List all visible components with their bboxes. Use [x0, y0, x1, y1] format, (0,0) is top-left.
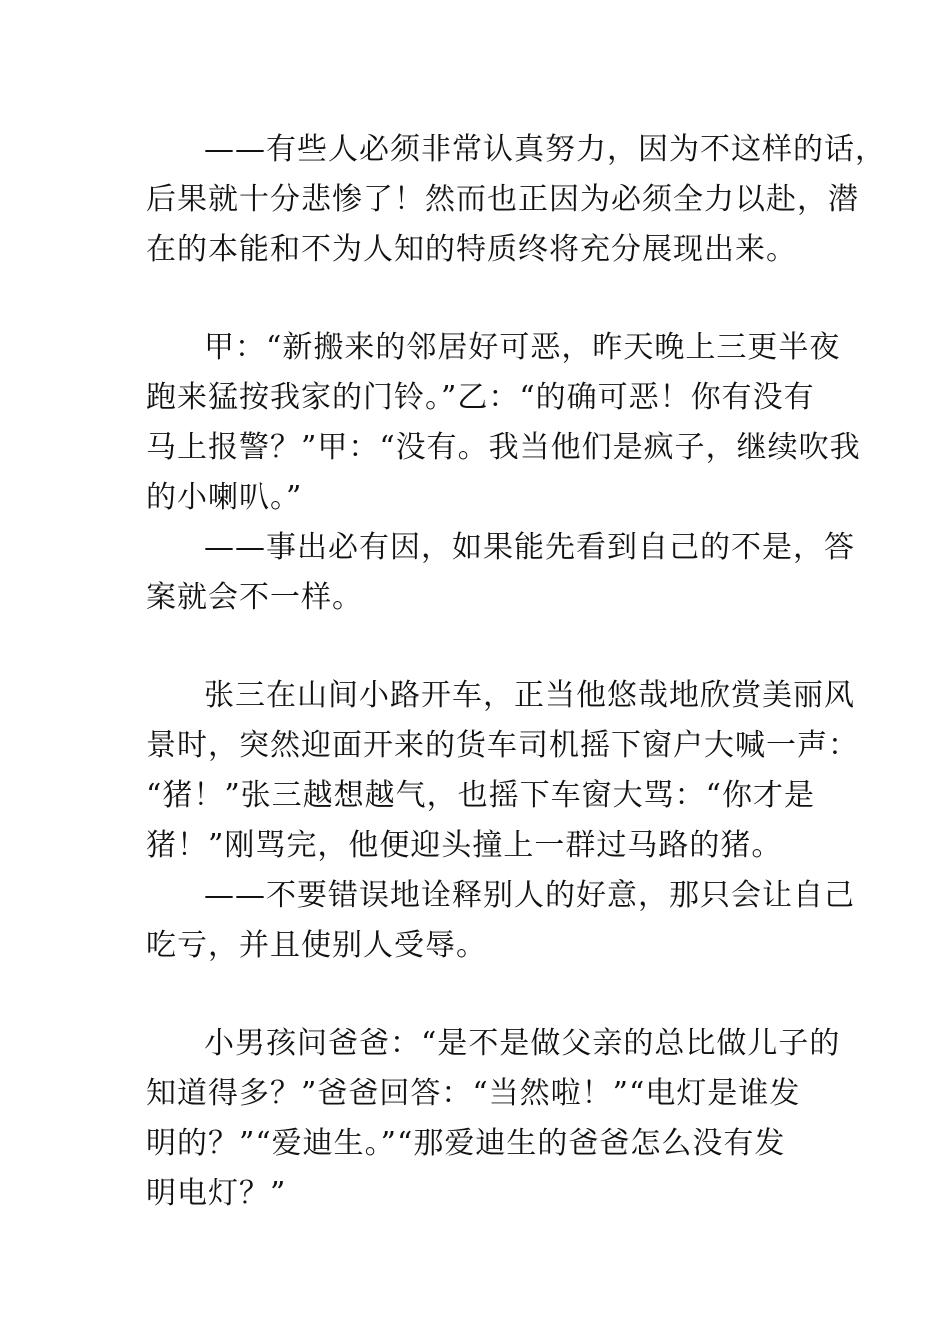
text-line: 张三在山间小路开车，正当他悠哉地欣赏美丽风: [204, 678, 855, 713]
text-line: 知道得多？”爸爸回答：“当然啦！”“电灯是谁发: [146, 1076, 801, 1111]
text-line: 明的？”“爱迪生。”“那爱迪生的爸爸怎么没有发: [146, 1126, 786, 1161]
text-line: ——不要错误地诠释别人的好意，那只会让自己: [204, 878, 855, 913]
text-line: 跑来猛按我家的门铃。”乙：“的确可恶！你有没有: [146, 380, 815, 415]
text-line: 猪！”刚骂完，他便迎头撞上一群过马路的猪。: [146, 828, 783, 863]
text-line: 案就会不一样。: [146, 580, 363, 615]
text-line: ——有些人必须非常认真努力，因为不这样的话，: [204, 132, 886, 167]
text-line: 甲：“新搬来的邻居好可恶，昨天晚上三更半夜: [204, 330, 841, 365]
text-line: 的小喇叭。”: [146, 480, 303, 515]
text-line: 景时，突然迎面开来的货车司机摇下窗户大喊一声：: [146, 728, 859, 763]
text-line: 吃亏，并且使别人受辱。: [146, 928, 487, 963]
text-line: 在的本能和不为人知的特质终将充分展现出来。: [146, 232, 797, 267]
text-line: “猪！”张三越想越气，也摇下车窗大骂：“你才是: [146, 778, 816, 813]
text-line: 马上报警？”甲：“没有。我当他们是疯子，继续吹我: [146, 430, 861, 465]
text-line: 后果就十分悲惨了！然而也正因为必须全力以赴，潜: [146, 182, 859, 217]
text-line: 小男孩问爸爸：“是不是做父亲的总比做儿子的: [204, 1026, 841, 1061]
text-line: 明电灯？”: [146, 1176, 287, 1211]
text-line: ——事出必有因，如果能先看到自己的不是，答: [204, 530, 855, 565]
